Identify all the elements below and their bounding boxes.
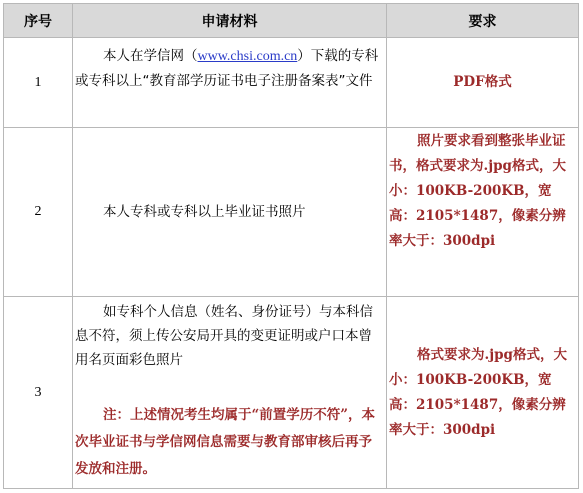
row-1-material-post: ）下载的专科或专科以上“教育部学历证书电子注册备案表”文件: [75, 48, 379, 89]
chsi-link[interactable]: www.chsi.com.cn: [197, 49, 298, 64]
row-3-note: 注：上述情况考生均属于“前置学历不符”，本次毕业证书与学信网信息需要与教育部审核后再予发放和注册。: [75, 407, 376, 477]
header-material: 申请材料: [201, 13, 258, 30]
row-3-requirement-text: 格式要求为.jpg格式，大小：100KB-200KB，宽高：2105*1487，像素分辨率大于：300dpi: [389, 346, 567, 438]
row-1-material: [73, 44, 384, 93]
row-2-requirement: 照片要求看到整张毕业证书，格式要求为.jpg格式，大小：100KB-200KB，宽高：2105*1487，像素分辨率大于：300dpi: [389, 133, 566, 249]
row-3-seq: 3: [34, 384, 42, 400]
row-2-material: [73, 128, 384, 296]
row-2-material-text: 本人专科或专科以上毕业证书照片: [103, 204, 306, 220]
header-seq: 序号: [24, 13, 52, 30]
row-3-material: 如专科个人信息（姓名、身份证号）与本科信息不符，须上传公安局开具的变更证明或户口本曾用名页面彩色照片: [75, 304, 373, 368]
row-1-requirement: PDF格式: [453, 74, 512, 90]
header-requirement: 要求: [468, 13, 497, 30]
row-1-material-pre: 本人在学信网（: [103, 48, 198, 64]
row-1-seq: 1: [34, 74, 42, 90]
row-2-seq: 2: [34, 204, 42, 219]
row-3-requirement: [389, 297, 576, 488]
materials-table: [3, 3, 579, 489]
